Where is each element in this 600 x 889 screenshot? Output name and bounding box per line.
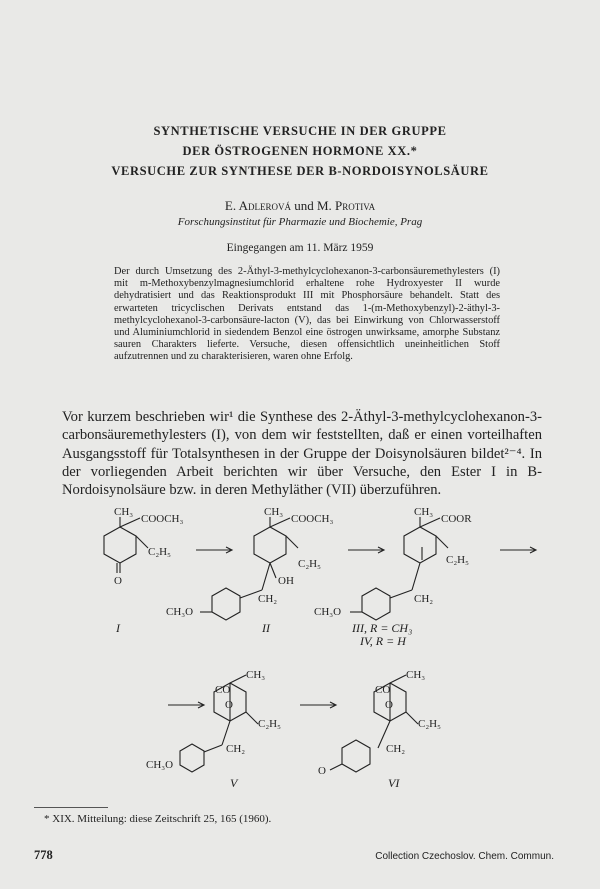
footnote-rule <box>34 807 108 808</box>
vi-oxo: O <box>318 765 326 777</box>
body-paragraph: Vor kurzem beschrieben wir¹ die Synthese des 2-Äthyl-3-methylcyclohexanon-3-carbonsäuremethylesters (I), von dem wir feststellten, daß er einen vorteilhaften Ausgangsstoff für Totalsynthesen in der Gruppe der Doisynolsäuren bildet²⁻⁴. In der vorliegenden Arbeit berichten wir über Versuche, den Ester I in B-Nordoisynolsäure bzw. in deren Methyläther (VII) überzuführen. <box>62 409 542 499</box>
iii-ch3: CH₃ <box>414 506 434 518</box>
v-o: O <box>225 699 233 711</box>
i-oxo: O <box>114 575 122 587</box>
ii-ch2: CH₂ <box>258 593 278 605</box>
vi-co: CO <box>375 684 391 696</box>
reaction-scheme <box>0 500 600 800</box>
v-ch3: CH₃ <box>246 669 266 681</box>
iii-c2h5: C₂H₅ <box>446 554 469 566</box>
author-1: E. Adlerová <box>224 198 291 213</box>
title-line-1: SYNTHETISCHE VERSUCHE IN DER GRUPPE <box>153 124 447 138</box>
v-c2h5: C₂H₅ <box>258 718 281 730</box>
i-ch3: CH₃ <box>114 506 134 518</box>
i-c2h5: C₂H₅ <box>148 546 171 558</box>
v-ch3o: CH₃O <box>146 759 174 771</box>
abstract: Der durch Umsetzung des 2-Äthyl-3-methylcyclohexanon-3-carbonsäuremethylesters (I) mit m-Methoxybenzylmagnesiumchlorid erhaltene rohe Hydroxyester II wurde dehydratisiert und das Reaktionsprodukt III mit Phosphorsäure behandelt. Statt des erwarteten tricyclischen Derivats entstand das 1-(m-Methoxybenzyl)-2-äthyl-3-methylcyclohexanol-3-carbonsäure-lacton (V), das bei Einwirkung von Chlorwasserstoff und Aluminiumchlorid in siedendem Benzol eine östrogen unwirksame, amorphe Substanz sauren Charakters lieferte. Versuche, diesen offensichtlich uneinheitlichen Stoff aufzutrennen und zu charakterisieren, waren ohne Erfolg. <box>114 266 500 363</box>
label-iii: III, R = CH₃ <box>352 621 413 635</box>
authors <box>0 198 600 214</box>
label-iv: IV, R = H <box>360 634 406 648</box>
ii-ch3o: CH₃O <box>166 606 194 618</box>
ii-ch3: CH₃ <box>264 506 284 518</box>
page-number: 778 <box>34 848 53 862</box>
affiliation: Forschungsinstitut für Pharmazie und Biochemie, Prag <box>177 216 423 228</box>
label-i: I <box>116 621 120 635</box>
iii-ch2: CH₂ <box>414 593 434 605</box>
ii-c2h5: C₂H₅ <box>298 558 321 570</box>
authors-conjunction: und <box>294 198 314 213</box>
vi-ch3: CH₃ <box>406 669 426 681</box>
title-line-2: DER ÖSTROGENEN HORMONE XX.* <box>182 144 418 158</box>
received-date: Eingegangen am 11. März 1959 <box>226 242 374 254</box>
journal-name: Collection Czechoslov. Chem. Commun. <box>375 851 554 862</box>
ii-cooch3: COOCH₃ <box>291 513 334 525</box>
author-2: M. Protiva <box>316 198 376 213</box>
vi-ch2: CH₂ <box>386 743 406 755</box>
vi-o: O <box>385 699 393 711</box>
label-v: V <box>230 776 238 790</box>
v-co: CO <box>215 684 231 696</box>
label-ii: II <box>262 621 270 635</box>
iii-ch3o: CH₃O <box>314 606 342 618</box>
label-vi: VI <box>388 776 400 790</box>
i-cooch3: COOCH₃ <box>141 513 184 525</box>
footnote: * XIX. Mitteilung: diese Zeitschrift 25, 165 (1960). <box>44 813 272 825</box>
vi-c2h5: C₂H₅ <box>418 718 441 730</box>
title-line-3: VERSUCHE ZUR SYNTHESE DER B-NORDOISYNOLSÄURE <box>111 164 489 178</box>
iii-coor: COOR <box>441 513 472 525</box>
ii-oh: OH <box>278 575 294 587</box>
v-ch2: CH₂ <box>226 743 246 755</box>
